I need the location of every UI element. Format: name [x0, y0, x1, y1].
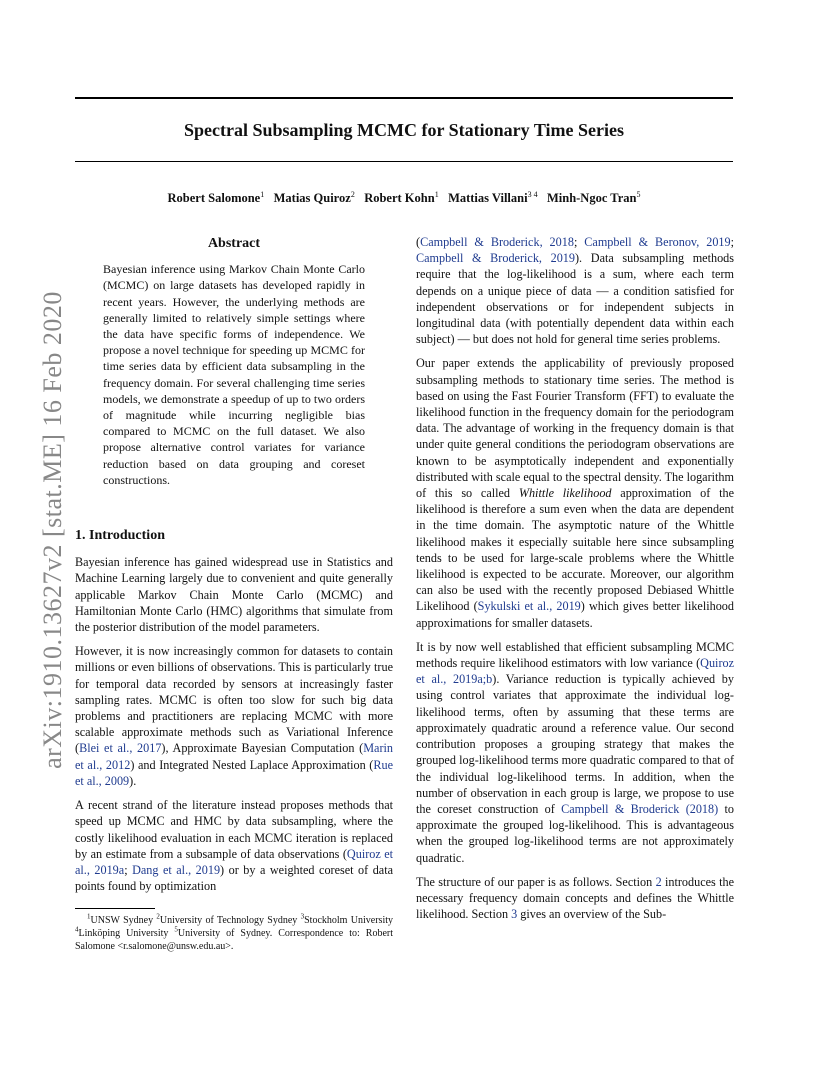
paper-title: Spectral Subsampling MCMC for Stationary Time Series [184, 120, 624, 140]
citation-link[interactable]: Sykulski et al., 2019 [477, 599, 581, 614]
footnote-rule [75, 908, 155, 909]
citation-link[interactable]: Dang et al., 2019 [132, 862, 221, 877]
intro-paragraph-2: However, it is now increasingly common for datasets to contain millions or even billions of observations. This is particularly true for temporal data recorded by sensors at increasingly faster sampling rates. MCMC is often too slow for such big data problems and practitioners are replacing MCMC with more scalable approximate methods such as Variational Inference (Blei et al., 2017), Approximate Bayesian Computation (Marin et al., 2012) and Integrated Nested Laplace Approximation (Rue et al., 2009). [75, 644, 393, 788]
citation-link[interactable]: Quiroz et al., 2019a [75, 846, 393, 877]
citation-link[interactable]: Campbell & Broderick, 2019 [416, 251, 575, 266]
citation-link[interactable]: Blei et al., 2017 [79, 741, 162, 756]
author: Robert Salomone$^1$ [167, 189, 265, 205]
left-column [75, 234, 393, 954]
author: Robert Kohn$^1$ [364, 189, 439, 205]
abstract-heading: Abstract [207, 236, 261, 251]
citation-link[interactable]: Campbell & Beronov, 2019 [584, 235, 731, 249]
affiliations-footnote: $^1$UNSW Sydney $^2$University of Technology Sydney $^3$Stockholm University $^4$Linköping University $^5$University of Sydney. Correspondence to: Robert Salomone <r.salomone@unsw.edu.au>. [75, 912, 393, 952]
intro-paragraph-5: Our paper extends the applicability of previously proposed subsampling methods to stationary time series. The method is based on using the Fast Fourier Transform (FFT) to evaluate the likelihood function in the frequency domain for the periodogram data. The advantage of working in the frequency domain is that under quite general conditions the periodogram observations are known to be asymptotically independent and exponentially distributed with scale equal to the spectral density. The logarithm of this so called Whittle likelihood approximation of the likelihood is therefore a sum even when the data are dependent in the time domain. The asymptotic nature of the Whittle likelihood makes it especially suitable here since subsampling tends to be used for large-scale problems where the Whittle likelihood is expected to be accurate. Moreover, our algorithm can also be used with the recently proposed Debiased Whittle Likelihood (Sykulski et al., 2019) which gives better likelihood approximations for smaller datasets. [416, 356, 734, 630]
citation-link[interactable]: (2018) [685, 801, 719, 816]
abstract-text: Bayesian inference using Markov Chain Monte Carlo (MCMC) on large datasets has developed rapidly in recent years. However, the underlying methods are generally limited to relatively simple settings where the data have specific forms of independence. We propose a novel technique for speeding up MCMC for time series data by efficient data subsampling in the frequency domain. For several challenging time series models, we demonstrate a speedup of up to two orders of magnitude while incurring negligible bias compared to MCMC on the full dataset. We also propose alternative control variates for variance reduction based on data grouping and coreset constructions. [103, 262, 365, 487]
section-heading-introduction: 1. Introduction [75, 528, 165, 544]
intro-paragraph-1: Bayesian inference has gained widespread use in Statistics and Machine Learning largely due to convenient and quite generally applicable Markov Chain Monte Carlo (MCMC) and Hamiltonian Monte Carlo (HMC) algorithms that simulate from the posterior distribution of the model parameters. [75, 555, 393, 635]
title-rule-top [75, 97, 733, 99]
author: Minh-Ngoc Tran$^5$ [546, 189, 641, 205]
author-list [75, 190, 733, 206]
citation-link[interactable]: Marin et al., 2012 [75, 741, 393, 772]
citation-link[interactable]: Campbell & Broderick [561, 801, 680, 816]
right-column [416, 234, 734, 930]
section-ref-link[interactable]: 3 [511, 907, 518, 922]
intro-paragraph-3: A recent strand of the literature instead proposes methods that speed up MCMC and HMC by data subsampling, where the costly likelihood evaluation in each MCMC iteration is replaced by an estimate from a subsample of data observations (Quiroz et al., 2019a; Dang et al., 2019) or by a weighted coreset of data points found by optimization [75, 798, 393, 894]
citation-link[interactable]: Campbell & Broderick, 2018 [420, 235, 574, 249]
citation-link[interactable]: Quiroz et al., 2019a;b [416, 656, 734, 687]
section-ref-link[interactable]: 2 [655, 874, 662, 889]
intro-paragraph-7: The structure of our paper is as follows. Section 2 introduces the necessary frequency domain concepts and defines the Whittle likelihood. Section 3 gives an overview of the Sub- [416, 874, 734, 922]
arxiv-stamp: arXiv:1910.13627v2 [stat.ME] 16 Feb 2020 [38, 291, 67, 769]
author: Mattias Villani$^{3 4}$ [448, 189, 538, 205]
citation-link[interactable]: Rue et al., 2009 [75, 757, 393, 788]
author: Matias Quiroz$^2$ [273, 189, 355, 205]
intro-paragraph-4: (Campbell & Broderick, 2018; Campbell & Beronov, 2019; Campbell & Broderick, 2019). Data subsampling methods require that the log-likelihood is a sum, where each term depends on a unique piece of data — a condition satisfied for independent observations or for independent subjects in longitudinal data (with potentially dependent data within each subject) — but does not hold for general time series problems. [416, 235, 734, 347]
title-rule-bottom [75, 161, 733, 162]
intro-paragraph-6: It is by now well established that efficient subsampling MCMC methods require likelihood estimators with low variance (Quiroz et al., 2019a;b). Variance reduction is typically achieved by using control variates that approximate the individual log-likelihood terms, often by assuming that these terms are approximately quadratic around a reference value. Our second contribution proposes a grouping strategy that makes the grouped log-likelihood terms more quadratic compared to that of the individual log-likelihood terms. In addition, when the number of observation in each group is large, we propose to use the coreset construction of Campbell & Broderick (2018) to approximate the grouped log-likelihood. This is advantageous when the grouped log-likelihood terms are not approximately quadratic. [416, 639, 734, 865]
